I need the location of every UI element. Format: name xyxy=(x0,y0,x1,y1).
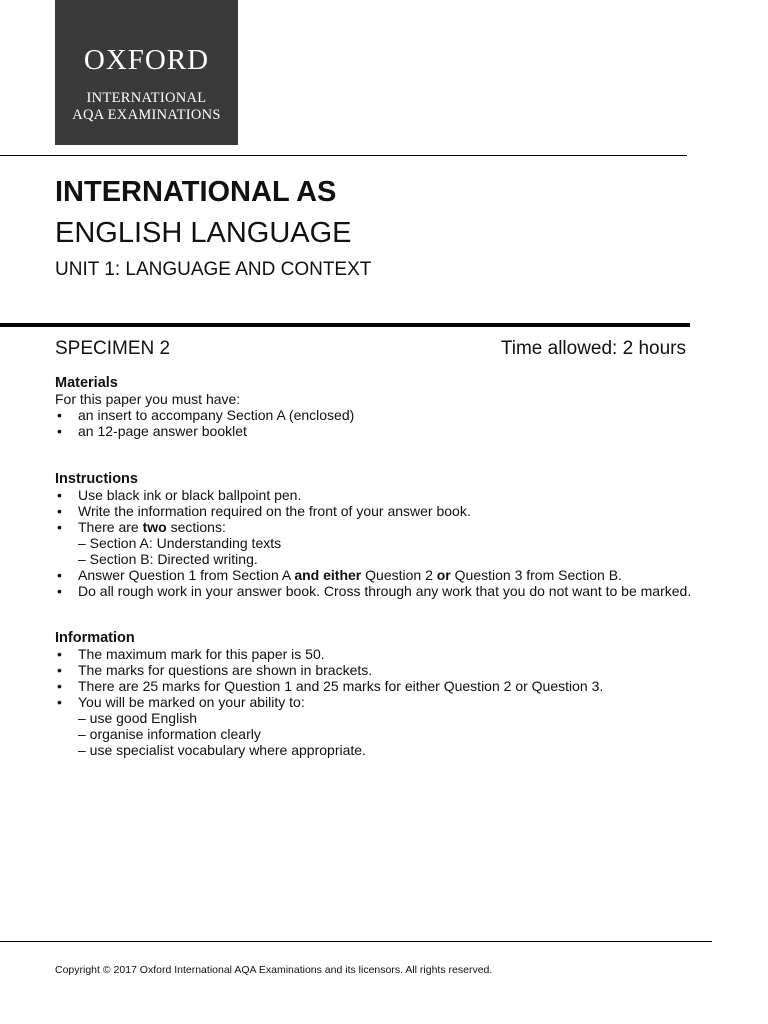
oxford-aqa-logo xyxy=(55,0,238,145)
instruction-item: • Use black ink or black ballpoint pen. xyxy=(55,487,735,503)
time-allowed: Time allowed: 2 hours xyxy=(500,338,686,359)
copyright-notice: Copyright © 2017 Oxford International AQA Examinations and its licensors. All rights reserved. xyxy=(55,964,493,976)
information-section xyxy=(55,630,735,758)
top-divider xyxy=(0,155,687,156)
instructions-heading: Instructions xyxy=(55,471,138,487)
information-item: • The marks for questions are shown in brackets. xyxy=(55,662,735,678)
exam-level-title: INTERNATIONAL AS xyxy=(55,176,337,208)
instruction-item: • Write the information required on the front of your answer book. xyxy=(55,503,735,519)
unit-title: UNIT 1: LANGUAGE AND CONTEXT xyxy=(55,259,372,280)
information-item: • You will be marked on your ability to: xyxy=(55,694,735,710)
instruction-item: • Do all rough work in your answer book. Cross through any work that you do not want to be marked. xyxy=(55,583,735,599)
instruction-text: Question 3 from Section B. xyxy=(450,567,622,583)
instruction-text: There are xyxy=(78,519,143,535)
logo-sub-text-2: AQA EXAMINATIONS xyxy=(72,107,221,123)
information-item: • The maximum mark for this paper is 50. xyxy=(55,646,735,662)
materials-intro: For this paper you must have: xyxy=(55,391,241,407)
instruction-subitem: – Section B: Directed writing. xyxy=(78,551,258,567)
thick-divider xyxy=(0,323,690,327)
instruction-emphasis: and either xyxy=(294,567,362,583)
instruction-item xyxy=(55,519,735,535)
instruction-text: sections: xyxy=(166,519,226,535)
materials-item: • an 12-page answer booklet xyxy=(55,423,735,439)
logo-sub-text-1: INTERNATIONAL xyxy=(86,90,207,106)
information-subitem: – organise information clearly xyxy=(78,726,261,742)
instruction-subitem: – Section A: Understanding texts xyxy=(78,535,282,551)
subject-title: ENGLISH LANGUAGE xyxy=(55,217,352,249)
instruction-emphasis: two xyxy=(142,519,167,535)
bottom-divider xyxy=(0,941,712,942)
instruction-item xyxy=(55,567,735,583)
specimen-label: SPECIMEN 2 xyxy=(55,338,171,359)
instructions-section xyxy=(55,471,735,599)
materials-heading: Materials xyxy=(55,375,118,391)
materials-section xyxy=(55,375,735,439)
instruction-text: Question 2 xyxy=(361,567,437,583)
information-item: • There are 25 marks for Question 1 and 25 marks for either Question 2 or Question 3. xyxy=(55,678,735,694)
materials-item: • an insert to accompany Section A (enclosed) xyxy=(55,407,735,423)
instruction-emphasis: or xyxy=(436,567,451,583)
information-heading: Information xyxy=(55,630,135,646)
information-subitem: – use specialist vocabulary where appropriate. xyxy=(78,742,366,758)
instruction-text: Answer Question 1 from Section A xyxy=(78,567,295,583)
logo-main-text: OXFORD xyxy=(83,44,210,76)
information-subitem: – use good English xyxy=(78,710,198,726)
